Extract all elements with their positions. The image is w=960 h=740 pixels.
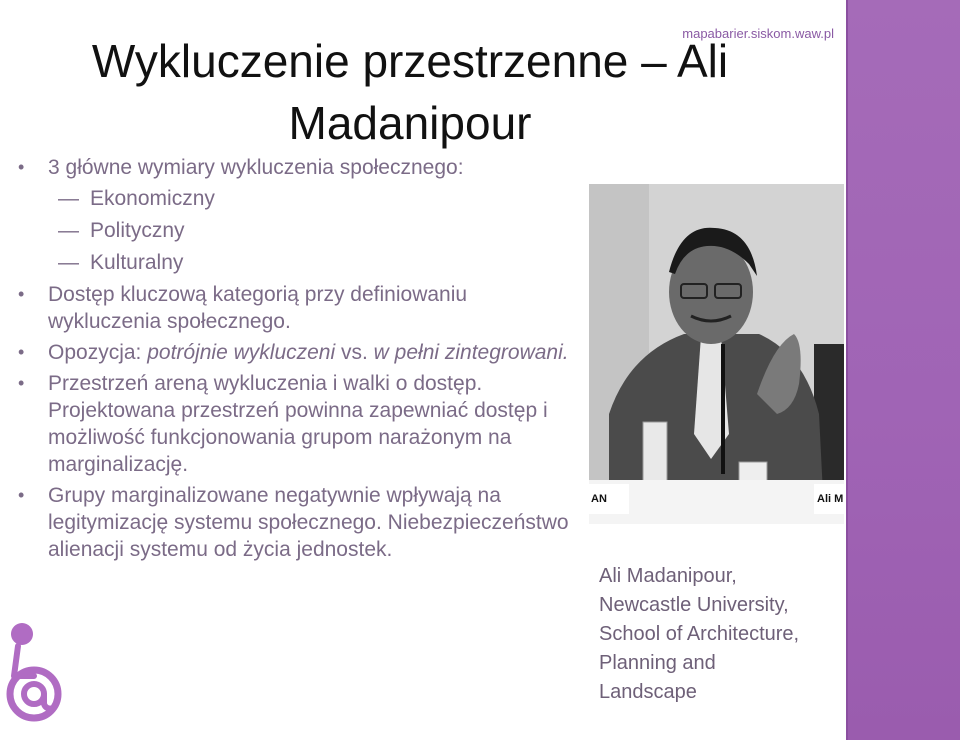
bullet-text (48, 341, 569, 364)
page-title: Wykluczenie przestrzenne – Ali Madanipour (91, 35, 729, 149)
opposition-term-1: potrójnie wykluczeni (147, 341, 336, 364)
accessibility-logo (0, 618, 72, 728)
sub-item (14, 185, 574, 212)
photo-caption (599, 562, 839, 707)
opposition-vs: vs. (335, 341, 374, 364)
sub-item (14, 217, 574, 244)
bullet-item (14, 281, 574, 335)
bullet-dot-icon: • (18, 157, 25, 177)
bullet-text: Grupy marginalizowane negatywnie wpływają na legitymizację systemu społecznego. Niebezpieczeństwo alienacji systemu od życia jednostek. (48, 484, 569, 561)
speaker-photo-illustration (589, 184, 844, 524)
sub-item (14, 249, 574, 276)
sub-item-text: Polityczny (90, 219, 185, 242)
bullet-text: Dostęp kluczową kategorią przy definiowaniu wykluczenia społecznego. (48, 283, 468, 333)
dash-icon: — (58, 187, 79, 210)
dash-icon: — (58, 219, 79, 242)
bullet-item (14, 154, 574, 181)
caption-line: Ali Madanipour, (599, 565, 737, 587)
caption-line: School of Architecture, (599, 623, 800, 645)
wheelchair-at-icon (0, 618, 72, 728)
bullet-dot-icon: • (18, 342, 25, 362)
caption-line: Planning and (599, 652, 716, 674)
bullet-item (14, 482, 574, 563)
name-tag-right: Ali M (817, 493, 844, 505)
bullet-item (14, 370, 574, 478)
decorative-side-bar (846, 0, 960, 740)
opposition-term-2: w pełni zintegrowani. (373, 341, 569, 364)
bullet-text: Przestrzeń areną wykluczenia i walki o dostęp. Projektowana przestrzeń powinna zapewniać dostęp i możliwość funkcjonowania grupom narażonym na marginalizację. (48, 372, 548, 476)
dash-icon: — (58, 251, 79, 274)
sub-item-text: Ekonomiczny (90, 187, 215, 210)
source-link[interactable]: mapabarier.siskom.waw.pl (682, 26, 834, 41)
caption-line: Newcastle University, (599, 594, 789, 616)
bullet-dot-icon: • (18, 373, 25, 393)
name-tag-left: AN (591, 493, 607, 505)
bullet-dot-icon: • (18, 284, 25, 304)
bullet-list (14, 154, 574, 567)
caption-line: Landscape (599, 681, 697, 703)
sub-item-text: Kulturalny (90, 251, 184, 274)
opposition-label: Opozycja: (48, 341, 148, 364)
bullet-dot-icon: • (18, 485, 25, 505)
bullet-item (14, 339, 574, 366)
bullet-text: 3 główne wymiary wykluczenia społecznego: (48, 156, 464, 179)
speaker-photo (589, 184, 844, 524)
